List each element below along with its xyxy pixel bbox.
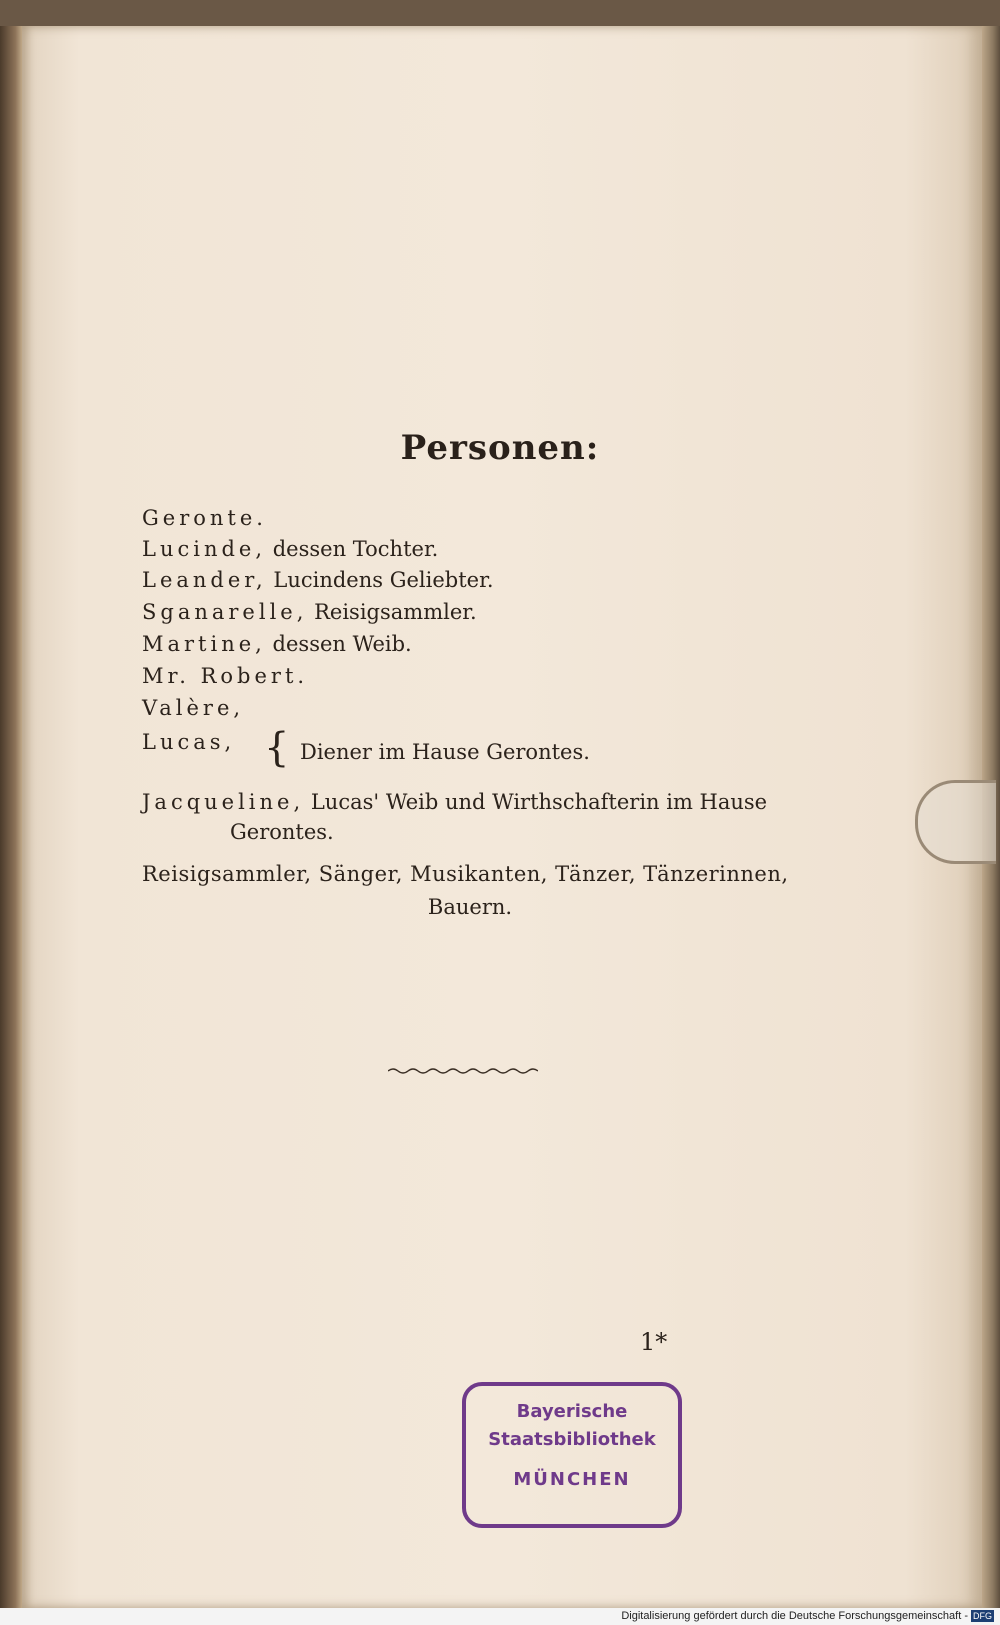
- cast-entry: [142, 506, 267, 530]
- character-name: Lucinde,: [142, 537, 267, 561]
- cast-entry: [142, 568, 494, 592]
- character-name: Martine,: [142, 632, 266, 656]
- library-stamp: [462, 1382, 682, 1528]
- stamp-line: Staatsbibliothek: [488, 1429, 656, 1450]
- stamp-line: Bayerische: [516, 1401, 628, 1422]
- cast-entry: [142, 730, 235, 754]
- character-desc: Lucas' Weib und Wirthschafterin im Hause: [310, 790, 768, 814]
- ornamental-divider: [388, 1066, 538, 1076]
- page-clip: [915, 780, 996, 864]
- character-name: Mr. Robert.: [142, 664, 309, 688]
- dfg-logo: DFG: [973, 1611, 992, 1621]
- servants-description: Diener im Hause Gerontes.: [300, 740, 590, 764]
- footer-bar: [0, 1608, 1000, 1625]
- character-name: Jacqueline,: [142, 790, 305, 814]
- character-name: Geronte.: [142, 506, 267, 530]
- page-number: 1*: [640, 1328, 668, 1356]
- cast-entry: [142, 600, 477, 624]
- character-desc: dessen Tochter.: [272, 537, 439, 561]
- character-desc-continued: Gerontes.: [230, 820, 334, 844]
- stamp-line: MÜNCHEN: [513, 1469, 631, 1490]
- character-name: Sganarelle,: [142, 600, 308, 624]
- brace-symbol: {: [264, 725, 290, 771]
- cast-entry: [142, 696, 244, 720]
- footer-text: Digitalisierung gefördert durch die Deutsche Forschungsgemeinschaft -: [621, 1610, 968, 1622]
- cast-entry: [142, 537, 438, 561]
- character-name: Leander,: [142, 568, 267, 592]
- cast-entry: [142, 632, 412, 656]
- character-name: Lucas,: [142, 730, 236, 754]
- others-line: Reisigsammler, Sänger, Musikanten, Tänzer, Tänzerinnen,: [142, 862, 789, 886]
- cast-entry: [142, 664, 308, 688]
- others-line-continued: Bauern.: [427, 895, 513, 919]
- character-desc: Lucindens Geliebter.: [273, 568, 494, 592]
- character-desc: dessen Weib.: [272, 632, 412, 656]
- book-binding: [0, 26, 22, 1608]
- page-title: Personen:: [400, 428, 600, 468]
- book-page: [22, 26, 982, 1608]
- cast-entry: [142, 790, 767, 814]
- scan-top-edge: [0, 0, 1000, 26]
- character-name: Valère,: [142, 696, 245, 720]
- character-desc: Reisigsammler.: [314, 600, 477, 624]
